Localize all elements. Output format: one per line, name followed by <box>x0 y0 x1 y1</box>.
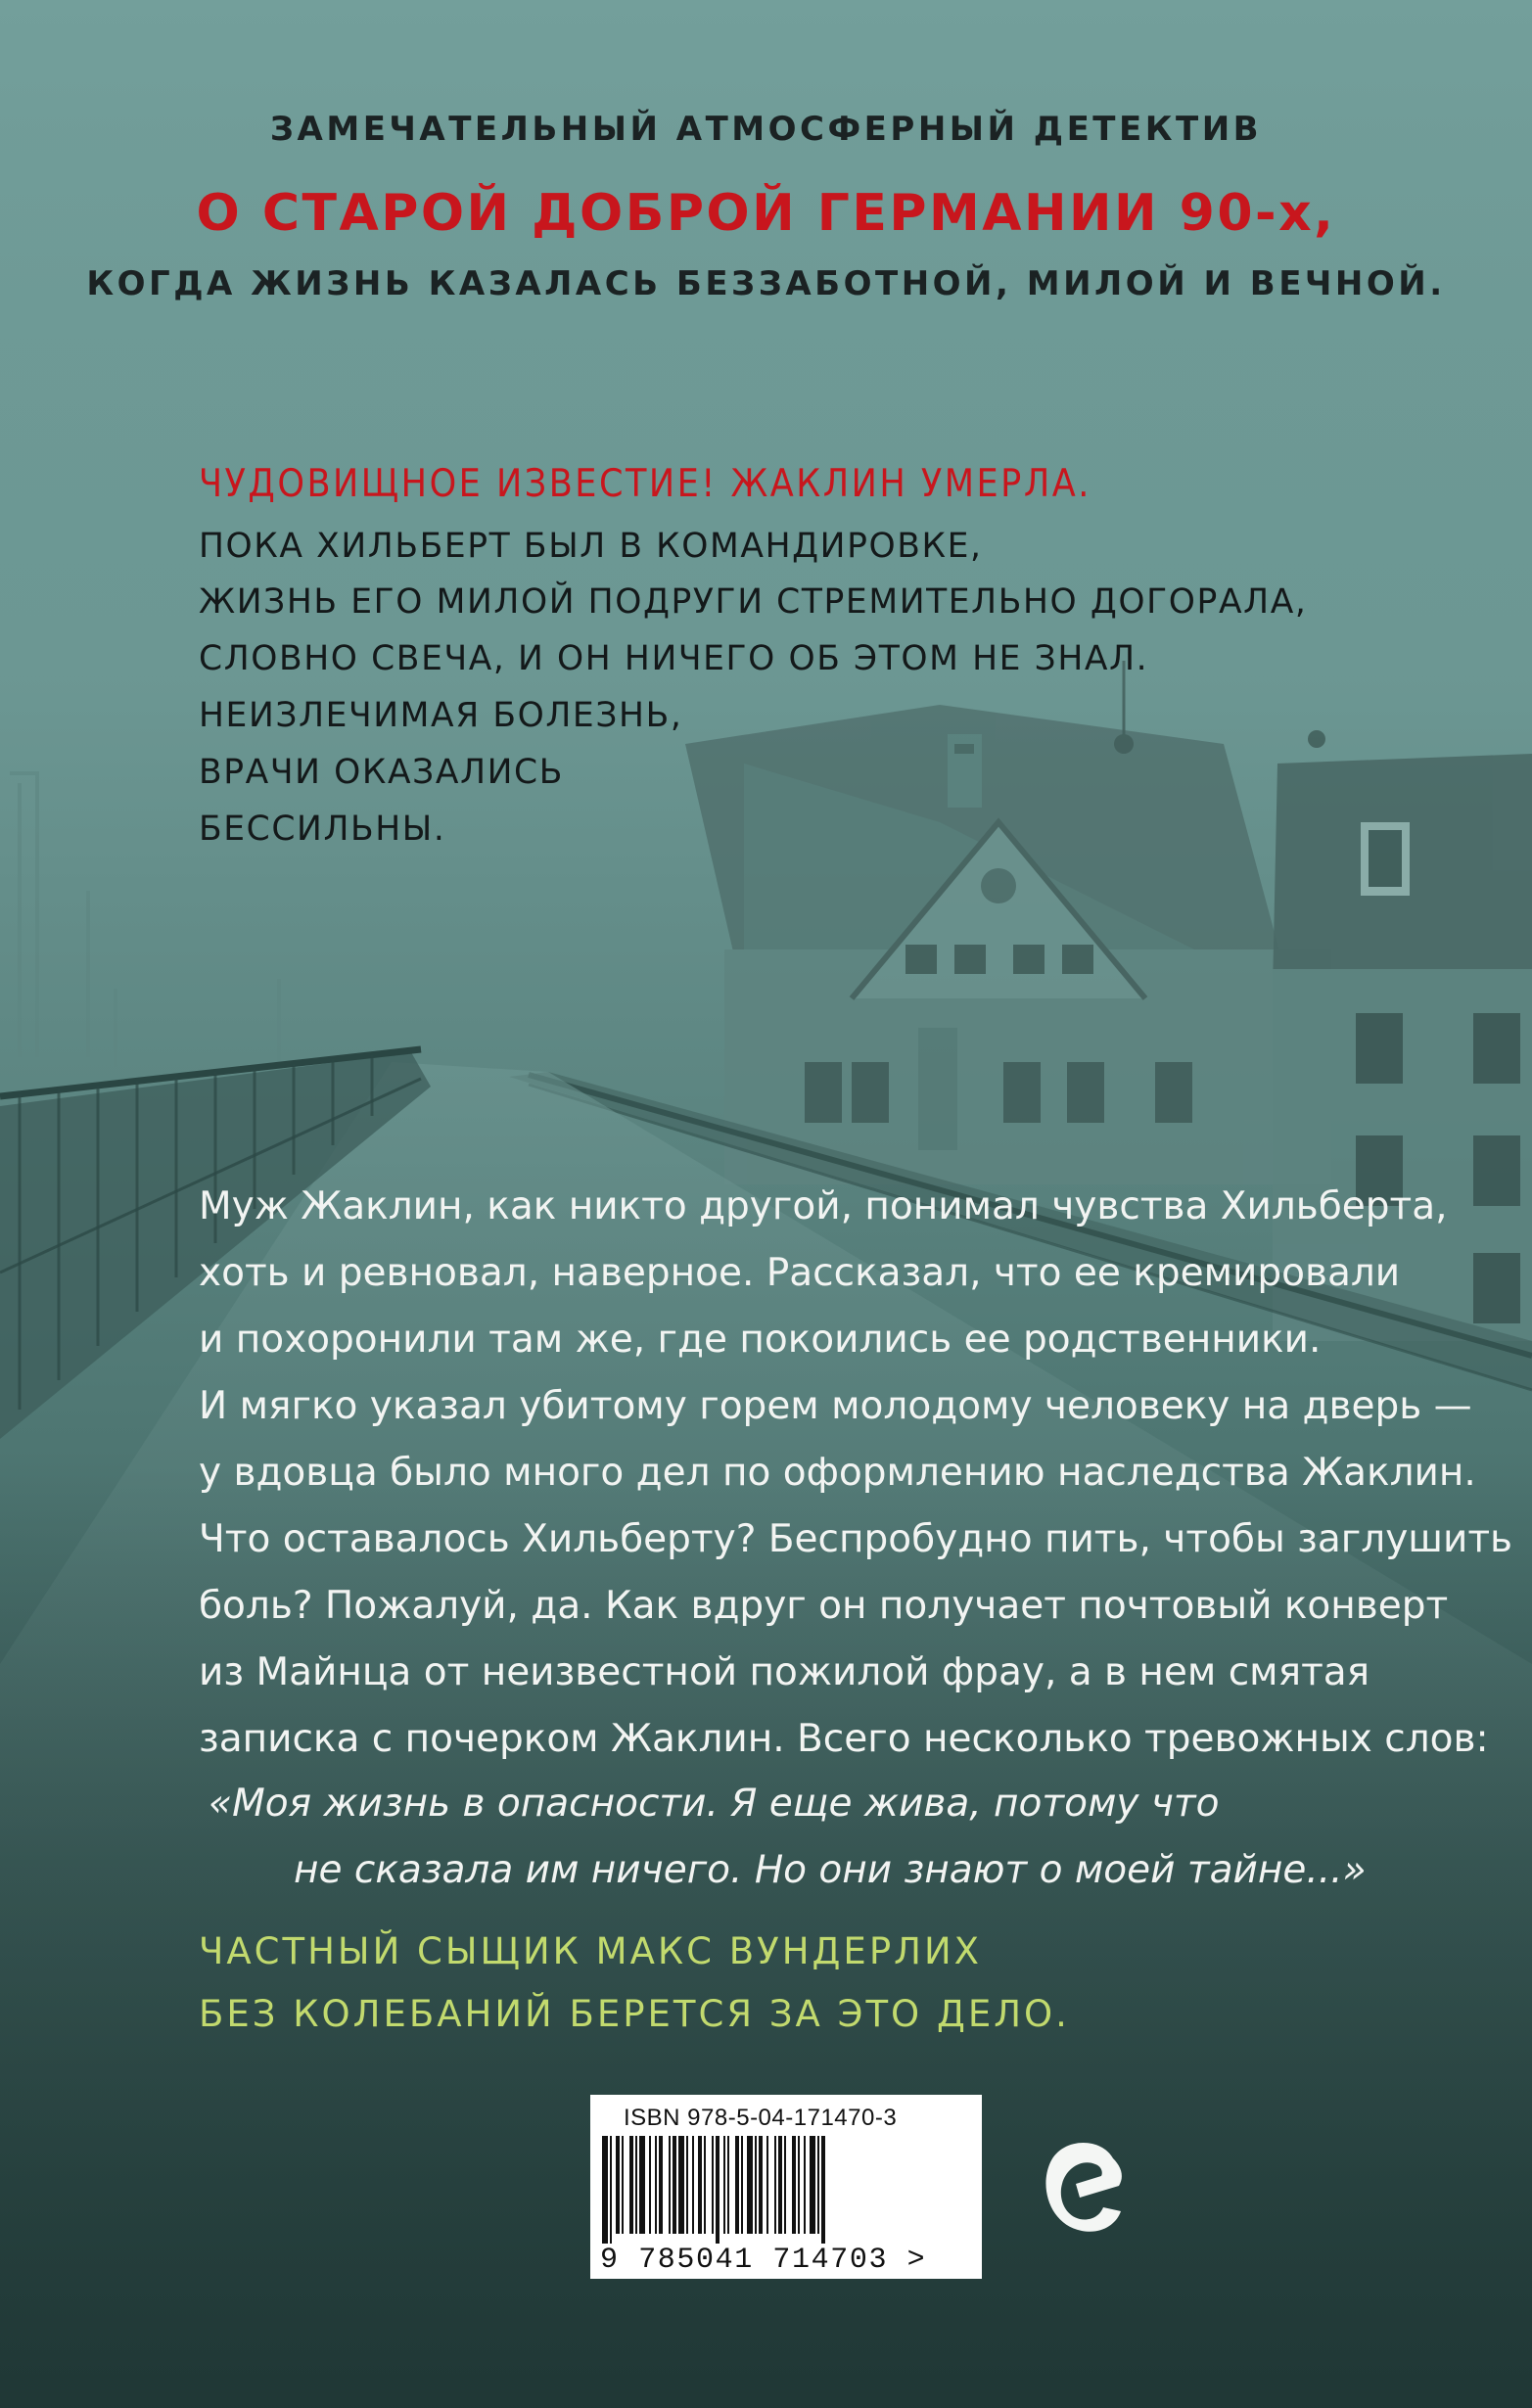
barcode-bar <box>798 2136 800 2234</box>
barcode-bar <box>804 2136 806 2234</box>
isbn-label: ISBN 978-5-04-171470-3 <box>624 2105 898 2131</box>
closing-line-2: БЕЗ КОЛЕБАНИЙ БЕРЕТСЯ ЗА ЭТО ДЕЛО. <box>199 1993 1070 2035</box>
barcode-bar <box>778 2136 782 2234</box>
barcode-bar <box>639 2136 645 2234</box>
blurb-line: Что оставалось Хильберту? Беспробудно пить, чтобы заглушить <box>199 1517 1513 1561</box>
news-line: НЕИЗЛЕЧИМАЯ БОЛЕЗНЬ, <box>199 696 683 735</box>
barcode-bar <box>686 2136 688 2234</box>
eksmo-e-logo-icon <box>1033 2129 1131 2246</box>
barcode-bar <box>747 2136 753 2234</box>
barcode-bar <box>616 2136 620 2234</box>
barcode-bar <box>622 2136 624 2234</box>
barcode-bar <box>755 2136 757 2234</box>
barcode-bar <box>712 2136 714 2234</box>
news-line: БЕССИЛЬНЫ. <box>199 810 446 849</box>
barcode-digits: 9 785041 714703 > <box>600 2244 927 2277</box>
barcode-bar <box>735 2136 739 2234</box>
barcode-bar <box>669 2136 671 2234</box>
barcode-bar <box>774 2136 776 2234</box>
blurb-line: боль? Пожалуй, да. Как вдруг он получает почтовый конверт <box>199 1584 1449 1628</box>
barcode-bar <box>649 2136 651 2234</box>
barcode-bars <box>598 2136 911 2244</box>
blurb-line: у вдовца было много дел по оформлению наследства Жаклин. <box>199 1451 1476 1495</box>
tagline-line-1: ЗАМЕЧАТЕЛЬНЫЙ АТМОСФЕРНЫЙ ДЕТЕКТИВ <box>269 110 1263 149</box>
blurb-line: из Майнца от неизвестной пожилой фрау, а в нем смятая <box>199 1650 1370 1694</box>
barcode-bar <box>810 2136 815 2234</box>
barcode-bar <box>821 2136 825 2244</box>
barcode-bar <box>741 2136 743 2234</box>
news-headline: ЧУДОВИЩНОЕ ИЗВЕСТИЕ! ЖАКЛИН УМЕРЛА. <box>199 462 1091 506</box>
isbn-barcode <box>590 2095 982 2279</box>
barcode-bar <box>766 2136 768 2234</box>
barcode-bar <box>704 2136 706 2234</box>
main-house <box>685 705 1331 1184</box>
tagline-line-3: КОГДА ЖИЗНЬ КАЗАЛАСЬ БЕЗЗАБОТНОЙ, МИЛОЙ И ВЕЧНОЙ. <box>86 264 1446 303</box>
blurb-line: и похоронили там же, где покоились ее родственники. <box>199 1318 1322 1362</box>
barcode-bar <box>635 2136 637 2234</box>
blurb-line: записка с почерком Жаклин. Всего несколько тревожных слов: <box>199 1717 1489 1761</box>
barcode-bar <box>784 2136 786 2234</box>
barcode-bar <box>678 2136 684 2234</box>
closing-line-1: ЧАСТНЫЙ СЫЩИК МАКС ВУНДЕРЛИХ <box>199 1930 982 1972</box>
barcode-bar <box>698 2136 702 2234</box>
barcode-bar <box>602 2136 608 2244</box>
blurb-quote-line-2: не сказала им ничего. Но они знают о моей тайне...» <box>294 1848 1367 1892</box>
barcode-bar <box>692 2136 694 2234</box>
tagline-line-2: О СТАРОЙ ДОБРОЙ ГЕРМАНИИ 90-х, <box>196 184 1336 243</box>
barcode-bar <box>673 2136 676 2234</box>
blurb-line: хоть и ревновал, наверное. Рассказал, что ее кремировали <box>199 1251 1401 1295</box>
barcode-bar <box>792 2136 796 2234</box>
blurb-line: Муж Жаклин, как никто другой, понимал чувства Хильберта, <box>199 1184 1448 1228</box>
barcode-bar <box>655 2136 657 2234</box>
barcode-bar <box>723 2136 725 2234</box>
barcode-bar <box>727 2136 729 2234</box>
barcode-bar <box>716 2136 720 2244</box>
barcode-bar <box>610 2136 612 2244</box>
news-line: ЖИЗНЬ ЕГО МИЛОЙ ПОДРУГИ СТРЕМИТЕЛЬНО ДОГОРАЛА, <box>199 582 1308 622</box>
barcode-bar <box>759 2136 763 2234</box>
barcode-bar <box>629 2136 633 2234</box>
news-line: ВРАЧИ ОКАЗАЛИСЬ <box>199 753 564 792</box>
blurb-line: И мягко указал убитому горем молодому человеку на дверь — <box>199 1384 1472 1428</box>
blurb-quote-line-1: «Моя жизнь в опасности. Я еще жива, потому что <box>209 1782 1220 1826</box>
news-line: СЛОВНО СВЕЧА, И ОН НИЧЕГО ОБ ЭТОМ НЕ ЗНАЛ. <box>199 639 1149 678</box>
barcode-bar <box>659 2136 663 2234</box>
barcode-bar <box>817 2136 819 2234</box>
news-line: ПОКА ХИЛЬБЕРТ БЫЛ В КОМАНДИРОВКЕ, <box>199 527 983 566</box>
